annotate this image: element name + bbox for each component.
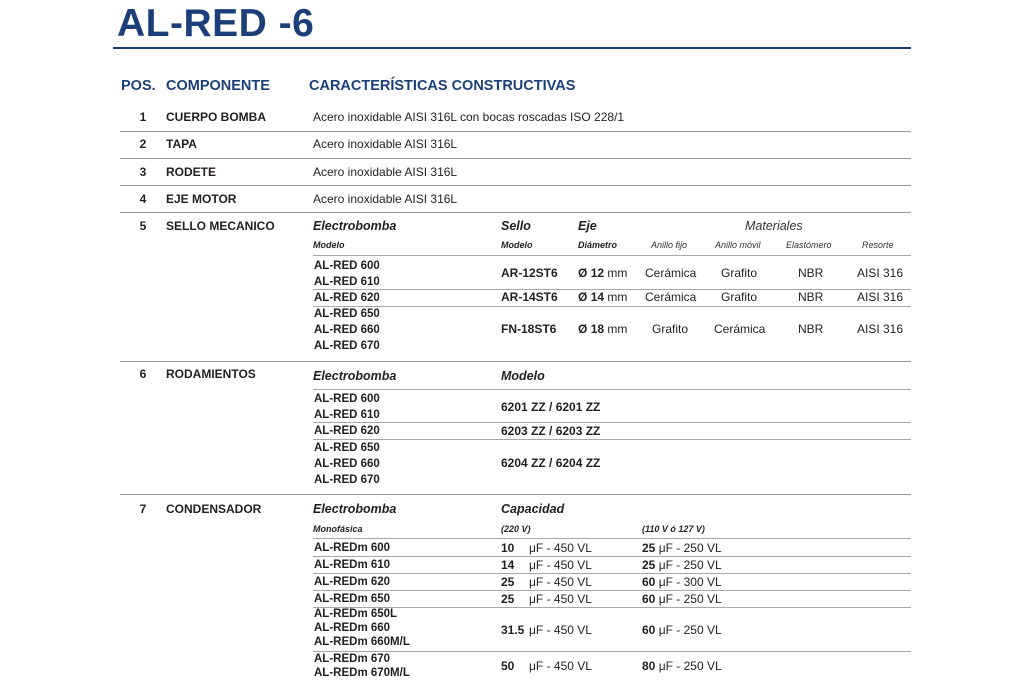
anillo-fijo-value: Cerámica bbox=[645, 266, 697, 280]
condensador-row-divider bbox=[313, 556, 911, 557]
model-name: AL-RED 600 bbox=[314, 260, 380, 272]
resorte-value: AISI 316 bbox=[857, 290, 904, 304]
sello-label-modelo: Modelo bbox=[313, 240, 345, 250]
capacidad-110v: 25 μF - 250 VL bbox=[642, 558, 722, 572]
header-caracteristicas: CARACTERÍSTICAS CONSTRUCTIVAS bbox=[309, 78, 576, 94]
sello-code: AR-12ST6 bbox=[501, 266, 558, 280]
sello-label-anillo-fijo: Anillo fijo bbox=[651, 240, 688, 250]
capacidad-220v: 10 μF - 450 VL bbox=[501, 541, 592, 555]
condensador-models bbox=[314, 540, 390, 556]
component-description: Acero inoxidable AISI 316L bbox=[313, 192, 458, 206]
model-name: AL-REDm 670M/L bbox=[314, 667, 410, 679]
eje-diameter: Ø 14 mm bbox=[578, 290, 628, 304]
condensador-header-capacidad: Capacidad bbox=[501, 502, 565, 516]
capacidad-220v: 31.5 μF - 450 VL bbox=[501, 623, 592, 637]
component-description: Acero inoxidable AISI 316L bbox=[313, 165, 458, 179]
component-name: CUERPO BOMBA bbox=[166, 110, 267, 124]
elastomero-value: NBR bbox=[798, 322, 824, 336]
row-pos: 6 bbox=[139, 367, 147, 381]
rodamientos-models bbox=[314, 391, 380, 423]
condensador-row-divider bbox=[313, 573, 911, 574]
sello-header-sello: Sello bbox=[501, 219, 531, 233]
model-name: AL-REDm 670 bbox=[314, 653, 391, 665]
anillo-movil-value: Cerámica bbox=[714, 322, 766, 336]
rodamientos-row-divider bbox=[313, 422, 911, 423]
condensador-models bbox=[314, 557, 390, 573]
sello-models bbox=[314, 290, 380, 306]
rodamientos-models bbox=[314, 440, 380, 488]
row-divider bbox=[120, 131, 911, 132]
component-name: SELLO MECANICO bbox=[166, 219, 275, 233]
condensador-models bbox=[314, 591, 390, 607]
component-description: Acero inoxidable AISI 316L bbox=[313, 137, 458, 151]
model-name: AL-REDm 650 bbox=[314, 593, 391, 605]
sello-models bbox=[314, 306, 380, 354]
rodamientos-header-electrobomba: Electrobomba bbox=[313, 369, 397, 383]
sello-header-eje: Eje bbox=[578, 219, 597, 233]
model-name: AL-RED 670 bbox=[314, 340, 380, 352]
elastomero-value: NBR bbox=[798, 266, 824, 280]
row-divider bbox=[120, 494, 911, 495]
sello-label-sello-modelo: Modelo bbox=[501, 240, 533, 250]
model-name: AL-RED 660 bbox=[314, 458, 380, 470]
component-name: EJE MOTOR bbox=[166, 192, 237, 206]
eje-diameter: Ø 12 mm bbox=[578, 266, 628, 280]
component-name: TAPA bbox=[166, 137, 197, 151]
rodamientos-row-divider bbox=[313, 439, 911, 440]
sello-models bbox=[314, 258, 380, 290]
sello-header-electrobomba: Electrobomba bbox=[313, 219, 397, 233]
condensador-row-divider bbox=[313, 590, 911, 591]
sello-header-materiales: Materiales bbox=[745, 219, 803, 233]
capacidad-220v: 50 μF - 450 VL bbox=[501, 659, 592, 673]
capacidad-110v: 80 μF - 250 VL bbox=[642, 659, 722, 673]
capacidad-110v: 60 μF - 300 VL bbox=[642, 575, 722, 589]
anillo-movil-value: Grafito bbox=[721, 266, 758, 280]
model-name: AL-RED 600 bbox=[314, 393, 380, 405]
model-name: AL-RED 650 bbox=[314, 442, 380, 454]
row-pos: 3 bbox=[139, 165, 147, 179]
model-name: AL-REDm 610 bbox=[314, 559, 391, 571]
row-pos: 7 bbox=[139, 502, 147, 516]
condensador-header-electrobomba: Electrobomba bbox=[313, 502, 397, 516]
model-name: AL-REDm 660M/L bbox=[314, 636, 410, 648]
model-name: AL-RED 650 bbox=[314, 308, 380, 320]
sello-subheader-divider bbox=[313, 255, 911, 256]
row-divider bbox=[120, 212, 911, 213]
sello-code: AR-14ST6 bbox=[501, 290, 558, 304]
rodamientos-subheader-divider bbox=[313, 389, 911, 390]
row-divider bbox=[120, 158, 911, 159]
component-name: CONDENSADOR bbox=[166, 502, 262, 516]
rodamientos-header-modelo: Modelo bbox=[501, 369, 545, 383]
sello-code: FN-18ST6 bbox=[501, 322, 557, 336]
elastomero-value: NBR bbox=[798, 290, 824, 304]
component-name: RODAMIENTOS bbox=[166, 367, 256, 381]
row-divider bbox=[120, 361, 911, 362]
page-title: AL-RED -6 bbox=[117, 2, 315, 45]
capacidad-220v: 14 μF - 450 VL bbox=[501, 558, 592, 572]
model-name: AL-REDm 660 bbox=[314, 622, 391, 634]
model-name: AL-RED 610 bbox=[314, 409, 380, 421]
anillo-fijo-value: Grafito bbox=[652, 322, 689, 336]
anillo-movil-value: Grafito bbox=[721, 290, 758, 304]
capacidad-110v: 60 μF - 250 VL bbox=[642, 592, 722, 606]
condensador-subheader-divider bbox=[313, 538, 911, 539]
component-description: Acero inoxidable AISI 316L con bocas roscadas ISO 228/1 bbox=[313, 110, 625, 124]
resorte-value: AISI 316 bbox=[857, 322, 904, 336]
model-name: AL-RED 660 bbox=[314, 324, 380, 336]
condensador-models bbox=[314, 607, 410, 649]
row-pos: 5 bbox=[139, 219, 147, 233]
capacidad-220v: 25 μF - 450 VL bbox=[501, 575, 592, 589]
header-pos: POS. bbox=[121, 78, 156, 94]
resorte-value: AISI 316 bbox=[857, 266, 904, 280]
model-name: AL-REDm 600 bbox=[314, 542, 391, 554]
rodamientos-models bbox=[314, 423, 380, 439]
condensador-label-110v: (110 V ó 127 V) bbox=[642, 524, 705, 534]
title-underline bbox=[113, 47, 911, 49]
row-divider bbox=[120, 185, 911, 186]
model-name: AL-RED 620 bbox=[314, 292, 380, 304]
sello-label-elastomero: Elastómero bbox=[786, 240, 832, 250]
condensador-models bbox=[314, 574, 390, 590]
rodamiento-value: 6204 ZZ / 6204 ZZ bbox=[501, 456, 601, 470]
condensador-label-220v: (220 V) bbox=[501, 524, 531, 534]
row-pos: 1 bbox=[139, 110, 147, 124]
capacidad-110v: 60 μF - 250 VL bbox=[642, 623, 722, 637]
model-name: AL-REDm 620 bbox=[314, 576, 391, 588]
model-name: AL-RED 620 bbox=[314, 425, 380, 437]
component-name: RODETE bbox=[166, 165, 217, 179]
anillo-fijo-value: Cerámica bbox=[645, 290, 697, 304]
sello-label-diametro: Diámetro bbox=[578, 240, 618, 250]
sello-label-resorte: Resorte bbox=[862, 240, 894, 250]
row-pos: 4 bbox=[139, 192, 147, 206]
model-name: AL-REDm 650L bbox=[314, 608, 398, 620]
capacidad-110v: 25 μF - 250 VL bbox=[642, 541, 722, 555]
rodamiento-value: 6201 ZZ / 6201 ZZ bbox=[501, 400, 601, 414]
eje-diameter: Ø 18 mm bbox=[578, 322, 628, 336]
header-componente: COMPONENTE bbox=[166, 78, 270, 94]
sello-label-anillo-movil: Anillo móvil bbox=[715, 240, 761, 250]
row-pos: 2 bbox=[139, 137, 147, 151]
model-name: AL-RED 610 bbox=[314, 276, 380, 288]
condensador-models bbox=[314, 652, 410, 680]
condensador-label-monofasica: Monofásica bbox=[313, 524, 363, 534]
model-name: AL-RED 670 bbox=[314, 474, 380, 486]
rodamiento-value: 6203 ZZ / 6203 ZZ bbox=[501, 424, 601, 438]
capacidad-220v: 25 μF - 450 VL bbox=[501, 592, 592, 606]
sello-row-divider bbox=[313, 306, 911, 307]
